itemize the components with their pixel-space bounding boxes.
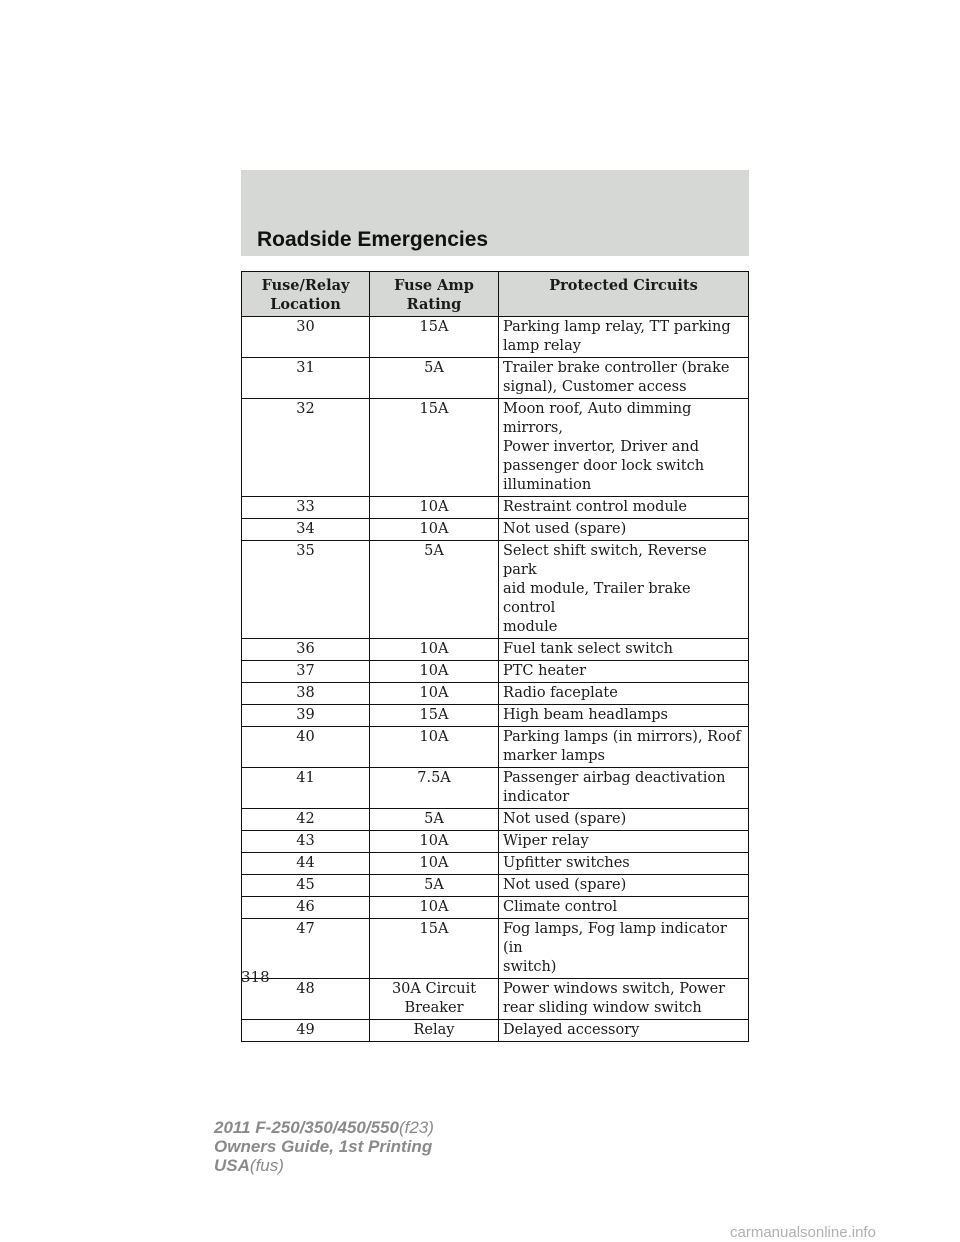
fuse-amp-cell: 5A	[370, 875, 499, 897]
table-row	[242, 897, 749, 919]
circuit-line: Upfitter switches	[503, 855, 630, 871]
protected-circuits-cell	[499, 875, 749, 897]
fuse-location-cell: 38	[242, 683, 370, 705]
footer-line-3	[214, 1156, 434, 1175]
fuse-amp-cell: 5A	[370, 541, 499, 639]
table-row	[242, 809, 749, 831]
table-row	[242, 497, 749, 519]
fuse-location-cell: 31	[242, 358, 370, 399]
fuse-amp-cell: 10A	[370, 639, 499, 661]
protected-circuits-cell	[499, 639, 749, 661]
table-row	[242, 705, 749, 727]
table-row	[242, 831, 749, 853]
fuse-location-cell: 43	[242, 831, 370, 853]
protected-circuits-cell	[499, 897, 749, 919]
circuit-line: indicator	[503, 789, 570, 805]
circuit-line: Fuel tank select switch	[503, 641, 674, 657]
table-row	[242, 661, 749, 683]
table-row	[242, 639, 749, 661]
circuit-line: PTC heater	[503, 663, 587, 679]
circuit-line: Parking lamps (in mirrors), Roof	[503, 729, 741, 745]
fuse-amp-cell: 5A	[370, 358, 499, 399]
header-location	[242, 272, 370, 317]
footer-line-2	[214, 1137, 434, 1156]
circuit-line: Not used (spare)	[503, 877, 627, 893]
fuse-location-cell: 37	[242, 661, 370, 683]
fuse-amp-cell: 7.5A	[370, 768, 499, 809]
circuit-line: Trailer brake controller (brake	[503, 360, 730, 376]
fuse-location-cell: 32	[242, 399, 370, 497]
protected-circuits-cell	[499, 831, 749, 853]
watermark-text: carmanualsonline.info	[730, 1224, 876, 1241]
fuse-location-cell: 36	[242, 639, 370, 661]
protected-circuits-cell	[499, 1020, 749, 1042]
fuse-amp-cell: 10A	[370, 683, 499, 705]
circuit-line: rear sliding window switch	[503, 1000, 702, 1016]
circuit-line: Passenger airbag deactivation	[503, 770, 726, 786]
table-row	[242, 1020, 749, 1042]
fuse-location-cell: 48	[242, 979, 370, 1020]
circuit-line: Climate control	[503, 899, 618, 915]
fuse-amp-cell: 5A	[370, 809, 499, 831]
protected-circuits-cell	[499, 541, 749, 639]
circuit-line: Power invertor, Driver and	[503, 439, 699, 455]
fuse-amp-cell: Relay	[370, 1020, 499, 1042]
table-row	[242, 768, 749, 809]
protected-circuits-cell	[499, 683, 749, 705]
fuse-location-cell: 40	[242, 727, 370, 768]
protected-circuits-cell	[499, 853, 749, 875]
table-row	[242, 519, 749, 541]
header-amp-rating	[370, 272, 499, 317]
circuit-line: aid module, Trailer brake control	[503, 581, 691, 616]
table-row	[242, 727, 749, 768]
protected-circuits-cell	[499, 768, 749, 809]
footer-line-1	[214, 1118, 434, 1137]
fuse-table-body	[242, 317, 749, 1042]
table-row	[242, 683, 749, 705]
header-location-line2: Location	[270, 296, 341, 313]
section-header-band	[241, 170, 749, 256]
circuit-line: Fog lamps, Fog lamp indicator (in	[503, 921, 727, 956]
fuse-location-cell: 33	[242, 497, 370, 519]
circuit-line: Select shift switch, Reverse park	[503, 543, 707, 578]
fuse-location-cell: 34	[242, 519, 370, 541]
circuit-line: marker lamps	[503, 748, 605, 764]
header-amp-line2: Rating	[406, 296, 462, 313]
fuse-amp-line: 30A Circuit	[391, 981, 477, 997]
table-row	[242, 875, 749, 897]
fuse-location-cell: 30	[242, 317, 370, 358]
protected-circuits-cell	[499, 727, 749, 768]
fuse-amp-cell: 10A	[370, 897, 499, 919]
protected-circuits-cell	[499, 661, 749, 683]
circuit-line: switch)	[503, 959, 557, 975]
circuit-line: Restraint control module	[503, 499, 687, 515]
fuse-amp-cell	[370, 979, 499, 1020]
protected-circuits-cell	[499, 809, 749, 831]
table-row	[242, 979, 749, 1020]
table-row	[242, 317, 749, 358]
table-row	[242, 358, 749, 399]
protected-circuits-cell	[499, 358, 749, 399]
circuit-line: signal), Customer access	[503, 379, 687, 395]
footer-model-code: (f23)	[398, 1118, 434, 1137]
fuse-amp-cell: 10A	[370, 727, 499, 768]
fuse-amp-cell: 15A	[370, 705, 499, 727]
page-number: 318	[241, 968, 270, 986]
section-title: Roadside Emergencies	[257, 228, 489, 251]
circuit-line: Wiper relay	[503, 833, 589, 849]
circuit-line: Not used (spare)	[503, 811, 627, 827]
fuse-amp-cell: 10A	[370, 831, 499, 853]
document-footer	[214, 1118, 434, 1175]
fuse-amp-cell: 15A	[370, 399, 499, 497]
fuse-amp-cell: 10A	[370, 519, 499, 541]
fuse-location-cell: 44	[242, 853, 370, 875]
circuit-line: module	[503, 619, 558, 635]
circuit-line: High beam headlamps	[503, 707, 668, 723]
circuit-line: Parking lamp relay, TT parking	[503, 319, 731, 335]
table-row	[242, 399, 749, 497]
protected-circuits-cell	[499, 497, 749, 519]
footer-region: USA	[214, 1156, 250, 1175]
fuse-amp-cell: 15A	[370, 317, 499, 358]
table-row	[242, 541, 749, 639]
protected-circuits-cell	[499, 519, 749, 541]
fuse-amp-cell: 10A	[370, 853, 499, 875]
fuse-location-cell: 39	[242, 705, 370, 727]
fuse-location-cell: 46	[242, 897, 370, 919]
protected-circuits-cell	[499, 399, 749, 497]
fuse-location-cell: 45	[242, 875, 370, 897]
footer-model: 2011 F-250/350/450/550	[214, 1118, 399, 1137]
header-location-line1: Fuse/Relay	[261, 277, 350, 294]
fuse-location-cell: 42	[242, 809, 370, 831]
fuse-table-header-row	[242, 272, 749, 317]
fuse-table	[241, 271, 749, 1042]
protected-circuits-cell	[499, 317, 749, 358]
fuse-location-cell: 35	[242, 541, 370, 639]
circuit-line: illumination	[503, 477, 592, 493]
circuit-line: Power windows switch, Power	[503, 981, 726, 997]
header-protected-circuits: Protected Circuits	[499, 272, 749, 317]
fuse-amp-cell: 10A	[370, 661, 499, 683]
header-amp-line1: Fuse Amp	[394, 277, 474, 294]
footer-printing: Owners Guide, 1st Printing	[214, 1137, 433, 1156]
protected-circuits-cell	[499, 979, 749, 1020]
circuit-line: Radio faceplate	[503, 685, 618, 701]
table-row	[242, 919, 749, 979]
circuit-line: Moon roof, Auto dimming mirrors,	[503, 401, 692, 436]
circuit-line: passenger door lock switch	[503, 458, 705, 474]
table-row	[242, 853, 749, 875]
fuse-location-cell: 47	[242, 919, 370, 979]
fuse-location-cell: 41	[242, 768, 370, 809]
circuit-line: Delayed accessory	[503, 1022, 640, 1038]
fuse-amp-cell: 15A	[370, 919, 499, 979]
protected-circuits-cell	[499, 705, 749, 727]
fuse-amp-line: Breaker	[404, 1000, 464, 1016]
fuse-location-cell: 49	[242, 1020, 370, 1042]
fuse-amp-cell: 10A	[370, 497, 499, 519]
circuit-line: Not used (spare)	[503, 521, 627, 537]
protected-circuits-cell	[499, 919, 749, 979]
watermark	[730, 1222, 956, 1242]
footer-region-code: (fus)	[249, 1156, 284, 1175]
circuit-line: lamp relay	[503, 338, 581, 354]
